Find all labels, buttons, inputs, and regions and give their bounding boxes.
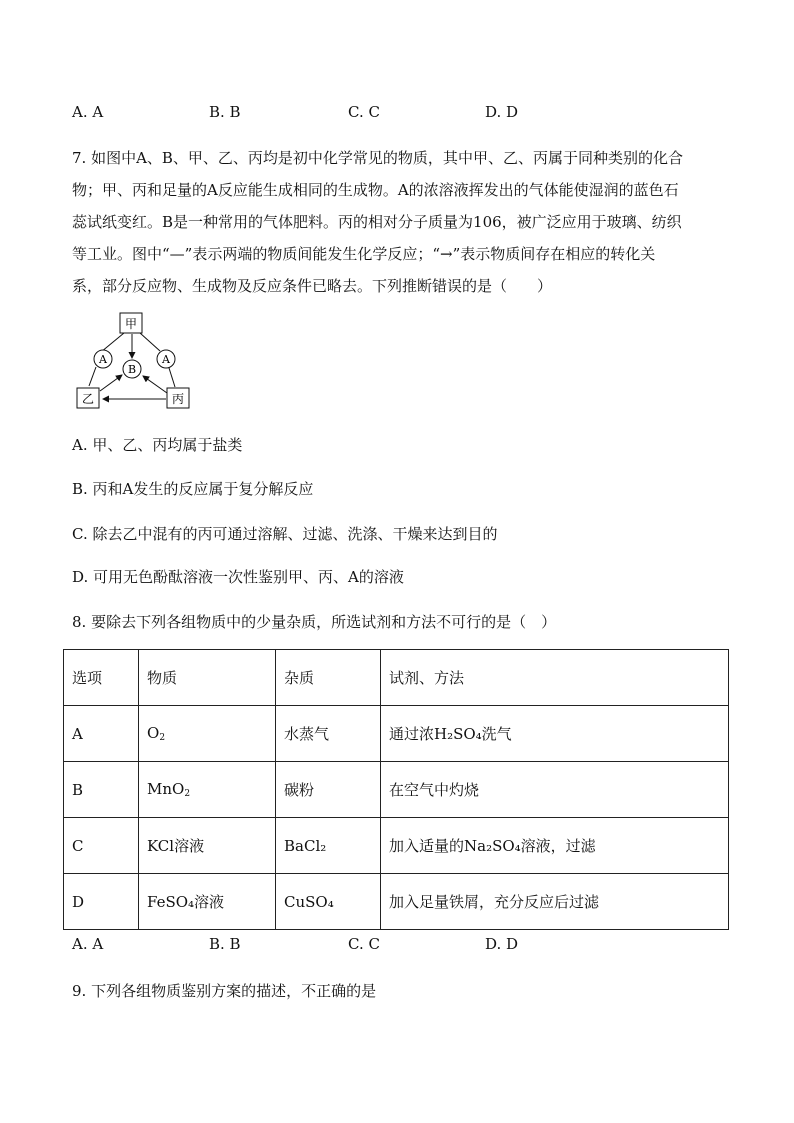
q7-option-d: D. 可用无色酚酞溶液一次性鉴别甲、丙、A的溶液 — [72, 568, 404, 586]
row-impurity: 水蒸气 — [276, 706, 381, 762]
q8-option-a: A. A — [72, 935, 104, 953]
row-method: 加入足量铁屑，充分反应后过滤 — [381, 874, 729, 930]
header-method: 试剂、方法 — [381, 650, 729, 706]
row-substance: MnO$_2$ — [139, 762, 276, 818]
q6-option-d: D. D — [485, 103, 519, 121]
q8-option-b: B. B — [209, 935, 241, 953]
row-impurity: CuSO₄ — [276, 874, 381, 930]
q7-stem — [72, 142, 732, 302]
q8-option-c: C. C — [348, 935, 380, 953]
row-substance: $O_2$ — [139, 706, 276, 762]
table-row — [64, 818, 729, 874]
q7-stem-line: 系，部分反应物、生成物及反应条件已略去。下列推断错误的是（ ） — [72, 277, 553, 295]
node-a-left-label: A — [99, 353, 107, 366]
table-header-row — [64, 650, 729, 706]
row-option: D — [64, 874, 139, 930]
q7-stem-line: 物；甲、丙和足量的A反应能生成相同的生成物。A的浓溶液挥发出的气体能使湿润的蓝色石 — [72, 181, 679, 199]
q8-table — [63, 649, 729, 930]
row-substance: FeSO₄溶液 — [139, 874, 276, 930]
row-option: B — [64, 762, 139, 818]
table-row — [64, 874, 729, 930]
q6-option-a: A. A — [72, 103, 104, 121]
header-impurity: 杂质 — [276, 650, 381, 706]
q7-option-c: C. 除去乙中混有的丙可通过溶解、过滤、洗涤、干燥来达到目的 — [72, 525, 498, 543]
q6-option-c: C. C — [348, 103, 380, 121]
table-row — [64, 706, 729, 762]
q7-reaction-diagram — [70, 308, 200, 413]
q9-stem: 9. 下列各组物质鉴别方案的描述，不正确的是 — [72, 982, 377, 1000]
q7-stem-line: 蕊试纸变红。B是一种常用的气体肥料。丙的相对分子质量为106，被广泛应用于玻璃、纺织 — [72, 213, 682, 231]
row-substance: KCl溶液 — [139, 818, 276, 874]
q7-stem-line: 7. 如图中A、B、甲、乙、丙均是初中化学常见的物质，其中甲、乙、丙属于同种类别的化合 — [72, 149, 683, 167]
row-impurity: 碳粉 — [276, 762, 381, 818]
header-option: 选项 — [64, 650, 139, 706]
row-impurity: BaCl₂ — [276, 818, 381, 874]
q7-option-a: A. 甲、乙、丙均属于盐类 — [72, 436, 243, 454]
q7-stem-line: 等工业。图中“—”表示两端的物质间能发生化学反应；“→”表示物质间存在相应的转化关 — [72, 245, 656, 263]
q8-option-d: D. D — [485, 935, 519, 953]
row-method: 加入适量的Na₂SO₄溶液，过滤 — [381, 818, 729, 874]
row-option: A — [64, 706, 139, 762]
row-method: 通过浓H₂SO₄洗气 — [381, 706, 729, 762]
q6-option-b: B. B — [209, 103, 241, 121]
q8-stem: 8. 要除去下列各组物质中的少量杂质，所选试剂和方法不可行的是（ ） — [72, 613, 557, 631]
table-row — [64, 762, 729, 818]
q7-option-b: B. 丙和A发生的反应属于复分解反应 — [72, 480, 314, 498]
node-a-right-label: A — [162, 353, 170, 366]
node-b-label: B — [127, 363, 137, 376]
row-option: C — [64, 818, 139, 874]
node-yi-label: 乙 — [81, 392, 95, 406]
node-jia-label: 甲 — [124, 317, 138, 331]
row-method: 在空气中灼烧 — [381, 762, 729, 818]
header-substance: 物质 — [139, 650, 276, 706]
node-bing-label: 丙 — [171, 392, 185, 406]
